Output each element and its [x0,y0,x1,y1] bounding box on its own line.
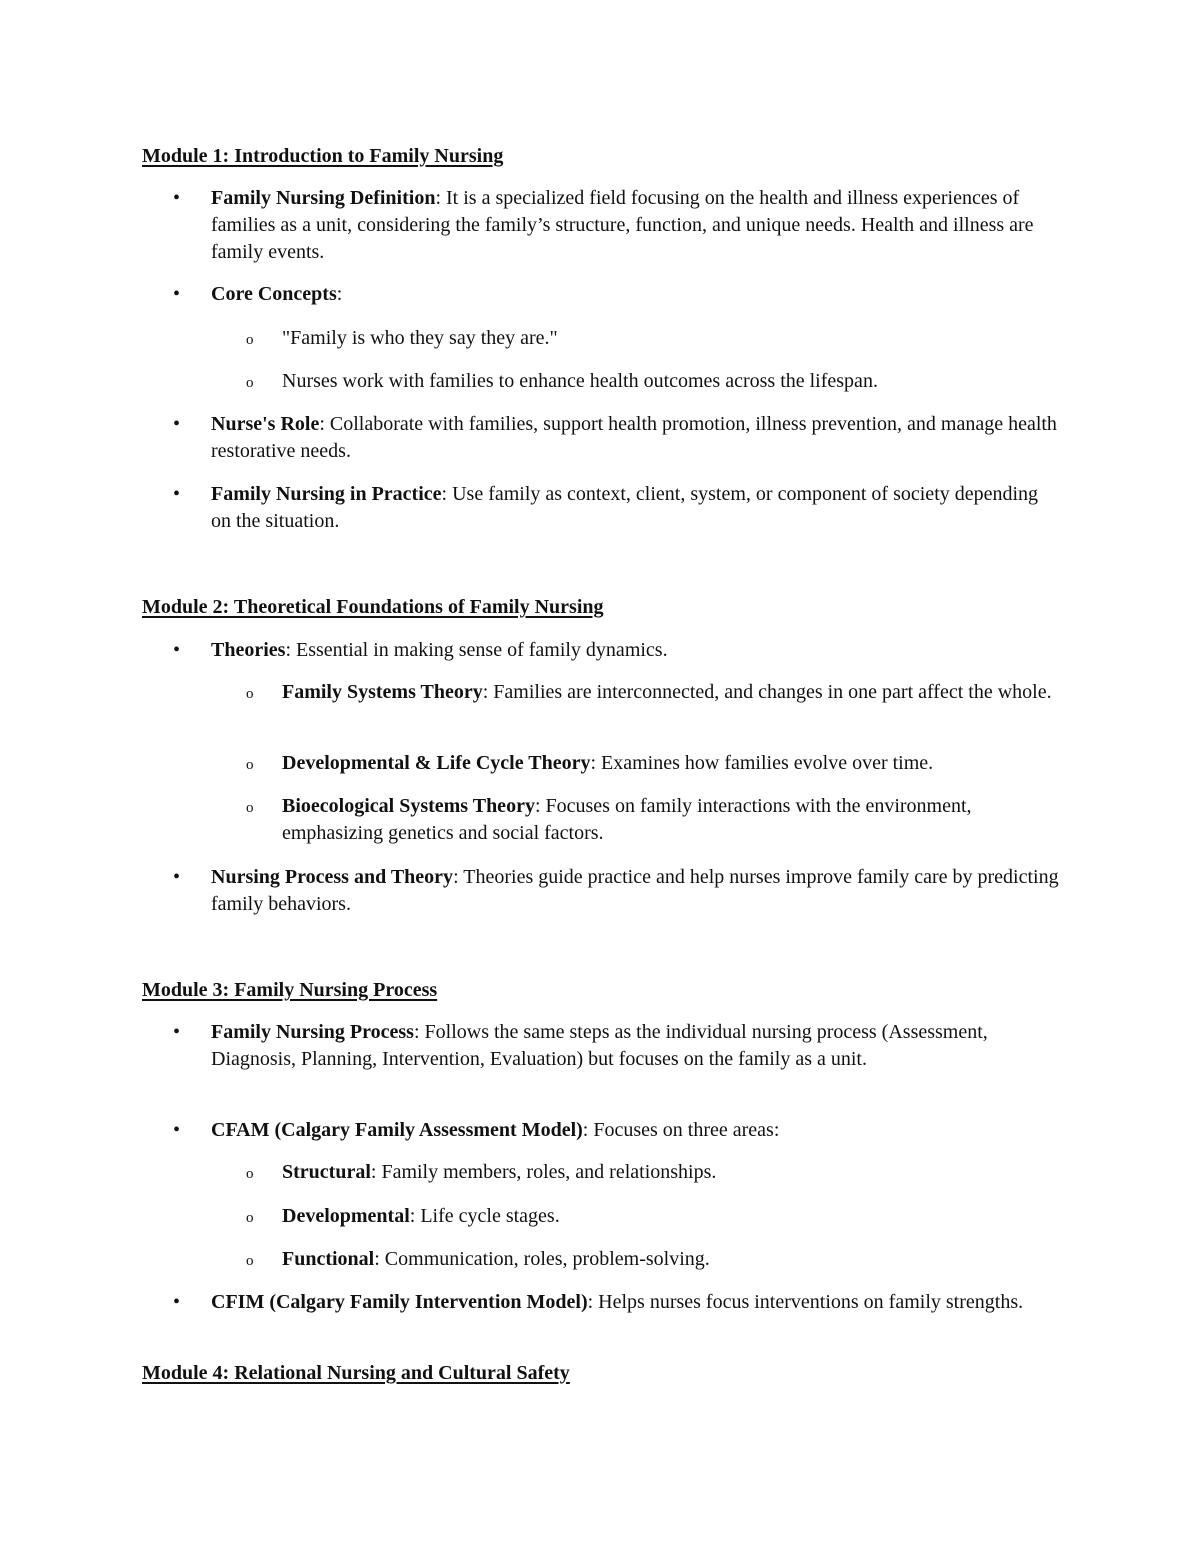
item-term: Developmental & Life Cycle Theory [282,752,591,774]
item-text: : Essential in making sense of family dynamics. [285,639,668,661]
item-term: Nurse's Role [211,413,320,435]
module-4-heading: Module 4: Relational Nursing and Cultural Safety [142,1362,570,1384]
item-text: : Life cycle stages. [409,1205,560,1227]
item-term: Developmental [282,1205,410,1227]
item-term: Functional [282,1248,375,1270]
sub-list-item [282,750,1062,777]
sub-list-item [282,1203,1062,1230]
list-item [211,1289,1061,1316]
item-term: Family Nursing Process [211,1021,414,1043]
list-item [211,281,1061,308]
item-text: : It is a specialized field focusing on the health and illness experiences of families as a unit, considering the family’s structure, function, and unique needs. Health and illness are family events. [211,187,1034,263]
list-item [211,411,1061,465]
list-item [211,185,1061,266]
item-text: : Examines how families evolve over time. [590,752,934,774]
item-term: Family Systems Theory [282,681,483,703]
list-item [211,1117,1061,1144]
item-text: : Focuses on three areas: [582,1119,780,1141]
item-term: Bioecological Systems Theory [282,795,535,817]
item-text: : Helps nurses focus interventions on family strengths. [587,1291,1024,1313]
module-3-heading: Module 3: Family Nursing Process [142,979,438,1001]
item-text: : Follows the same steps as the individual nursing process (Assessment, Diagnosis, Planning, Intervention, Evaluation) but focuses on the family as a unit. [211,1021,988,1070]
list-item [211,481,1061,535]
item-term: Theories [211,639,286,661]
sub-list-item [282,1159,1062,1186]
module-1-heading: Module 1: Introduction to Family Nursing [142,145,504,167]
sub-list-item [282,368,1062,395]
item-term: Family Nursing Definition [211,187,436,209]
item-term: CFIM (Calgary Family Intervention Model) [211,1291,588,1313]
item-text: Nurses work with families to enhance health outcomes across the lifespan. [282,370,878,392]
item-text: : Collaborate with families, support health promotion, illness prevention, and manage health restorative needs. [211,413,1057,462]
item-term: Structural [282,1161,371,1183]
item-text: : Communication, roles, problem-solving. [374,1248,710,1270]
item-text: : Focuses on family interactions with the environment, emphasizing genetics and social factors. [282,795,972,844]
sub-list-item [282,325,1062,352]
item-term: Nursing Process and Theory [211,866,454,888]
item-text: : Theories guide practice and help nurses improve family care by predicting family behaviors. [211,866,1059,915]
item-text: : Use family as context, client, system, or component of society depending on the situation. [211,483,1039,532]
module-2-heading: Module 2: Theoretical Foundations of Family Nursing [142,596,604,618]
item-term: CFAM (Calgary Family Assessment Model) [211,1119,583,1141]
list-item [211,1019,1061,1073]
item-text: : Families are interconnected, and changes in one part affect the whole. [482,681,1052,703]
item-text: : Family members, roles, and relationships. [370,1161,717,1183]
sub-list-item [282,679,1062,706]
sub-list-item [282,793,1062,847]
list-item [211,637,1061,664]
item-term: Family Nursing in Practice [211,483,442,505]
item-term: Core Concepts [211,283,337,305]
item-text: "Family is who they say they are." [282,327,558,349]
list-item [211,864,1061,918]
item-text: : [336,283,343,305]
sub-list-item [282,1246,1062,1273]
